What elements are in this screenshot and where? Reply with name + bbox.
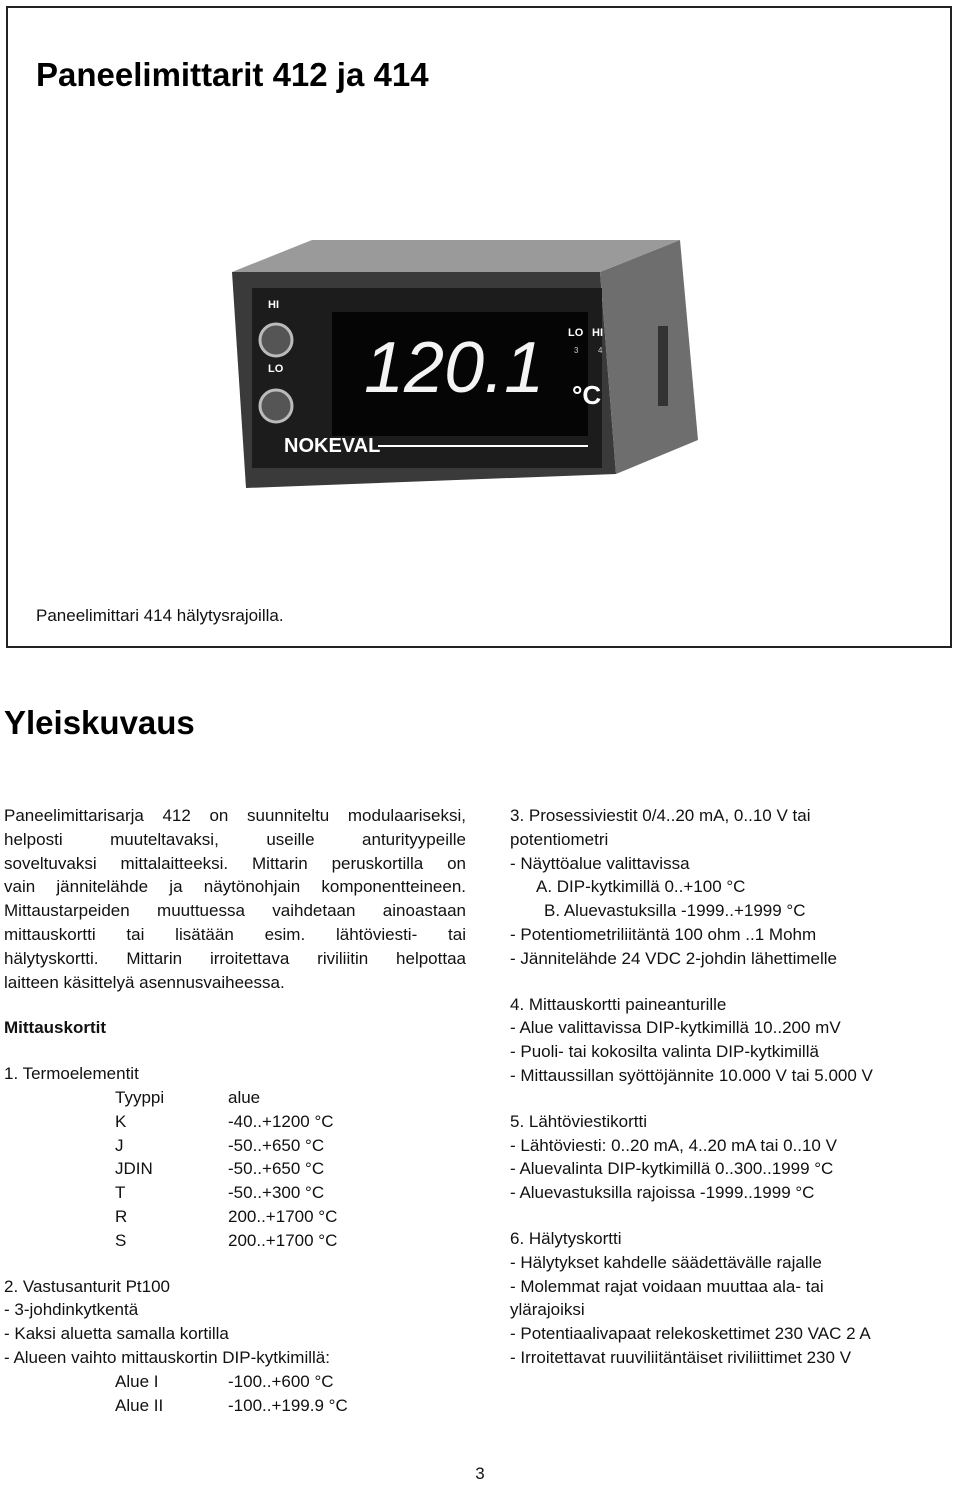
intro-line: hälytyskortti. Mittarin irroitettava riviliitin helpottaa [4, 948, 466, 968]
range-cell: 200..+1700 °C [228, 1206, 338, 1226]
lo-adjust-knob[interactable] [260, 390, 292, 422]
photo-caption: Paneelimittari 414 hälytysrajoilla. [36, 606, 284, 625]
s4-heading: 4. Mittauskortti paineanturille [510, 994, 727, 1014]
table-row [4, 1370, 466, 1394]
s6-line: - Hälytykset kahdelle säädettävälle rajalle [510, 1252, 822, 1272]
pt100-item: - Alueen vaihto mittauskortin DIP-kytkimillä: [4, 1347, 330, 1367]
table-row [4, 1110, 466, 1134]
range-cell: -40..+1200 °C [228, 1111, 334, 1131]
s6-line: - Potentiaalivapaat relekoskettimet 230 VAC 2 A [510, 1324, 871, 1344]
indicator-4-label: 4 [598, 346, 603, 355]
section-title: Yleiskuvaus [4, 704, 195, 741]
intro-line: laitteen käsittelyä asennusvaiheessa. [4, 972, 285, 992]
s5-heading: 5. Lähtöviestikortti [510, 1111, 648, 1131]
s3-line: - Näyttöalue valittavissa [510, 853, 690, 873]
table-row [4, 1134, 466, 1158]
side-slot [658, 326, 668, 406]
intro-line: Mittaustarpeiden muuttuessa vaihdetaan ainoastaan [4, 901, 466, 921]
s4-line: - Puoli- tai kokosilta valinta DIP-kytkimillä [510, 1042, 819, 1062]
hi-label: HI [268, 299, 279, 311]
table-row [4, 1394, 466, 1418]
page-number: 3 [475, 1464, 485, 1483]
display-readout: 120.1 [364, 328, 545, 408]
table-row [4, 1157, 466, 1181]
type-cell: JDIN [115, 1159, 153, 1179]
type-cell: J [115, 1135, 124, 1155]
indicator-lo-label: LO [568, 327, 584, 339]
type-cell: T [115, 1183, 126, 1203]
range-cell: -50..+650 °C [228, 1135, 325, 1155]
range-cell: 200..+1700 °C [228, 1230, 338, 1250]
meter-side [600, 240, 698, 474]
s5-line: - Aluevalinta DIP-kytkimillä 0..300..1999 °C [510, 1159, 834, 1179]
range-cell: -50..+300 °C [228, 1183, 325, 1203]
col-range-header: alue [228, 1087, 261, 1107]
s3-line: - Jännitelähde 24 VDC 2-johdin lähettimelle [510, 948, 837, 968]
indicator-3-label: 3 [574, 346, 579, 355]
panel-meter-photo [228, 236, 698, 506]
table-row [4, 1181, 466, 1205]
s3-heading: 3. Prosessiviestit 0/4..20 mA, 0..10 V tai [510, 806, 811, 825]
range-cell: -50..+650 °C [228, 1159, 325, 1179]
pt100-heading: 2. Vastusanturit Pt100 [4, 1276, 171, 1296]
lo-label: LO [268, 363, 284, 375]
table-row [4, 1205, 466, 1229]
s5-line: - Lähtöviesti: 0..20 mA, 4..20 mA tai 0..10 V [510, 1135, 837, 1155]
pt100-item: - Kaksi aluetta samalla kortilla [4, 1324, 229, 1344]
termo-table-header [4, 1086, 466, 1110]
brand-logo: NOKEVAL [284, 435, 381, 457]
hi-adjust-knob[interactable] [260, 324, 292, 356]
s6-line: - Irroitettavat ruuviliitäntäiset riviliittimet 230 V [510, 1347, 852, 1367]
type-cell: S [115, 1230, 127, 1250]
intro-line: Paneelimittarisarja 412 on suunniteltu modulaariseksi, [4, 806, 466, 825]
s3-heading-cont: potentiometri [510, 829, 609, 849]
range-name-cell: Alue I [115, 1371, 159, 1391]
pt100-item: - 3-johdinkytkentä [4, 1300, 139, 1320]
type-cell: R [115, 1206, 128, 1226]
s6-heading: 6. Hälytyskortti [510, 1228, 622, 1248]
left-column [4, 804, 466, 1417]
s5-line: - Aluevastuksilla rajoissa -1999..1999 °C [510, 1183, 815, 1203]
range-cell: -100..+199.9 °C [228, 1395, 348, 1415]
type-cell: K [115, 1111, 127, 1131]
table-row [4, 1229, 466, 1253]
page-title: Paneelimittarit 412 ja 414 [36, 56, 429, 93]
s3-line: B. Aluevastuksilla -1999..+1999 °C [544, 901, 806, 921]
s3-line: A. DIP-kytkimillä 0..+100 °C [536, 877, 746, 897]
s4-line: - Alue valittavissa DIP-kytkimillä 10..200 mV [510, 1018, 841, 1038]
s6-line: - Molemmat rajat voidaan muuttaa ala- tai [510, 1276, 824, 1296]
col-type-header: Tyyppi [115, 1087, 165, 1107]
s6-line: ylärajoiksi [510, 1300, 585, 1320]
indicator-hi-label: HI [592, 327, 603, 339]
mittauskortit-heading: Mittauskortit [4, 1018, 106, 1038]
intro-line: helposti muuteltavaksi, useille anturityypeille [4, 829, 466, 849]
intro-line: mittauskortti tai lisätään esim. lähtöviesti- tai [4, 924, 466, 944]
range-cell: -100..+600 °C [228, 1371, 334, 1391]
termo-heading: 1. Termoelementit [4, 1064, 139, 1084]
unit-label: °C [572, 380, 602, 410]
intro-line: vain jännitelähde ja näytönohjain komponentteineen. [4, 877, 466, 897]
right-column [510, 804, 940, 1370]
s3-line: - Potentiometriliitäntä 100 ohm ..1 Mohm [510, 924, 817, 944]
range-name-cell: Alue II [115, 1395, 164, 1415]
s4-line: - Mittaussillan syöttöjännite 10.000 V tai 5.000 V [510, 1065, 873, 1085]
intro-line: soveltuvaksi mittalaitteeksi. Mittarin peruskortilla on [4, 853, 466, 873]
